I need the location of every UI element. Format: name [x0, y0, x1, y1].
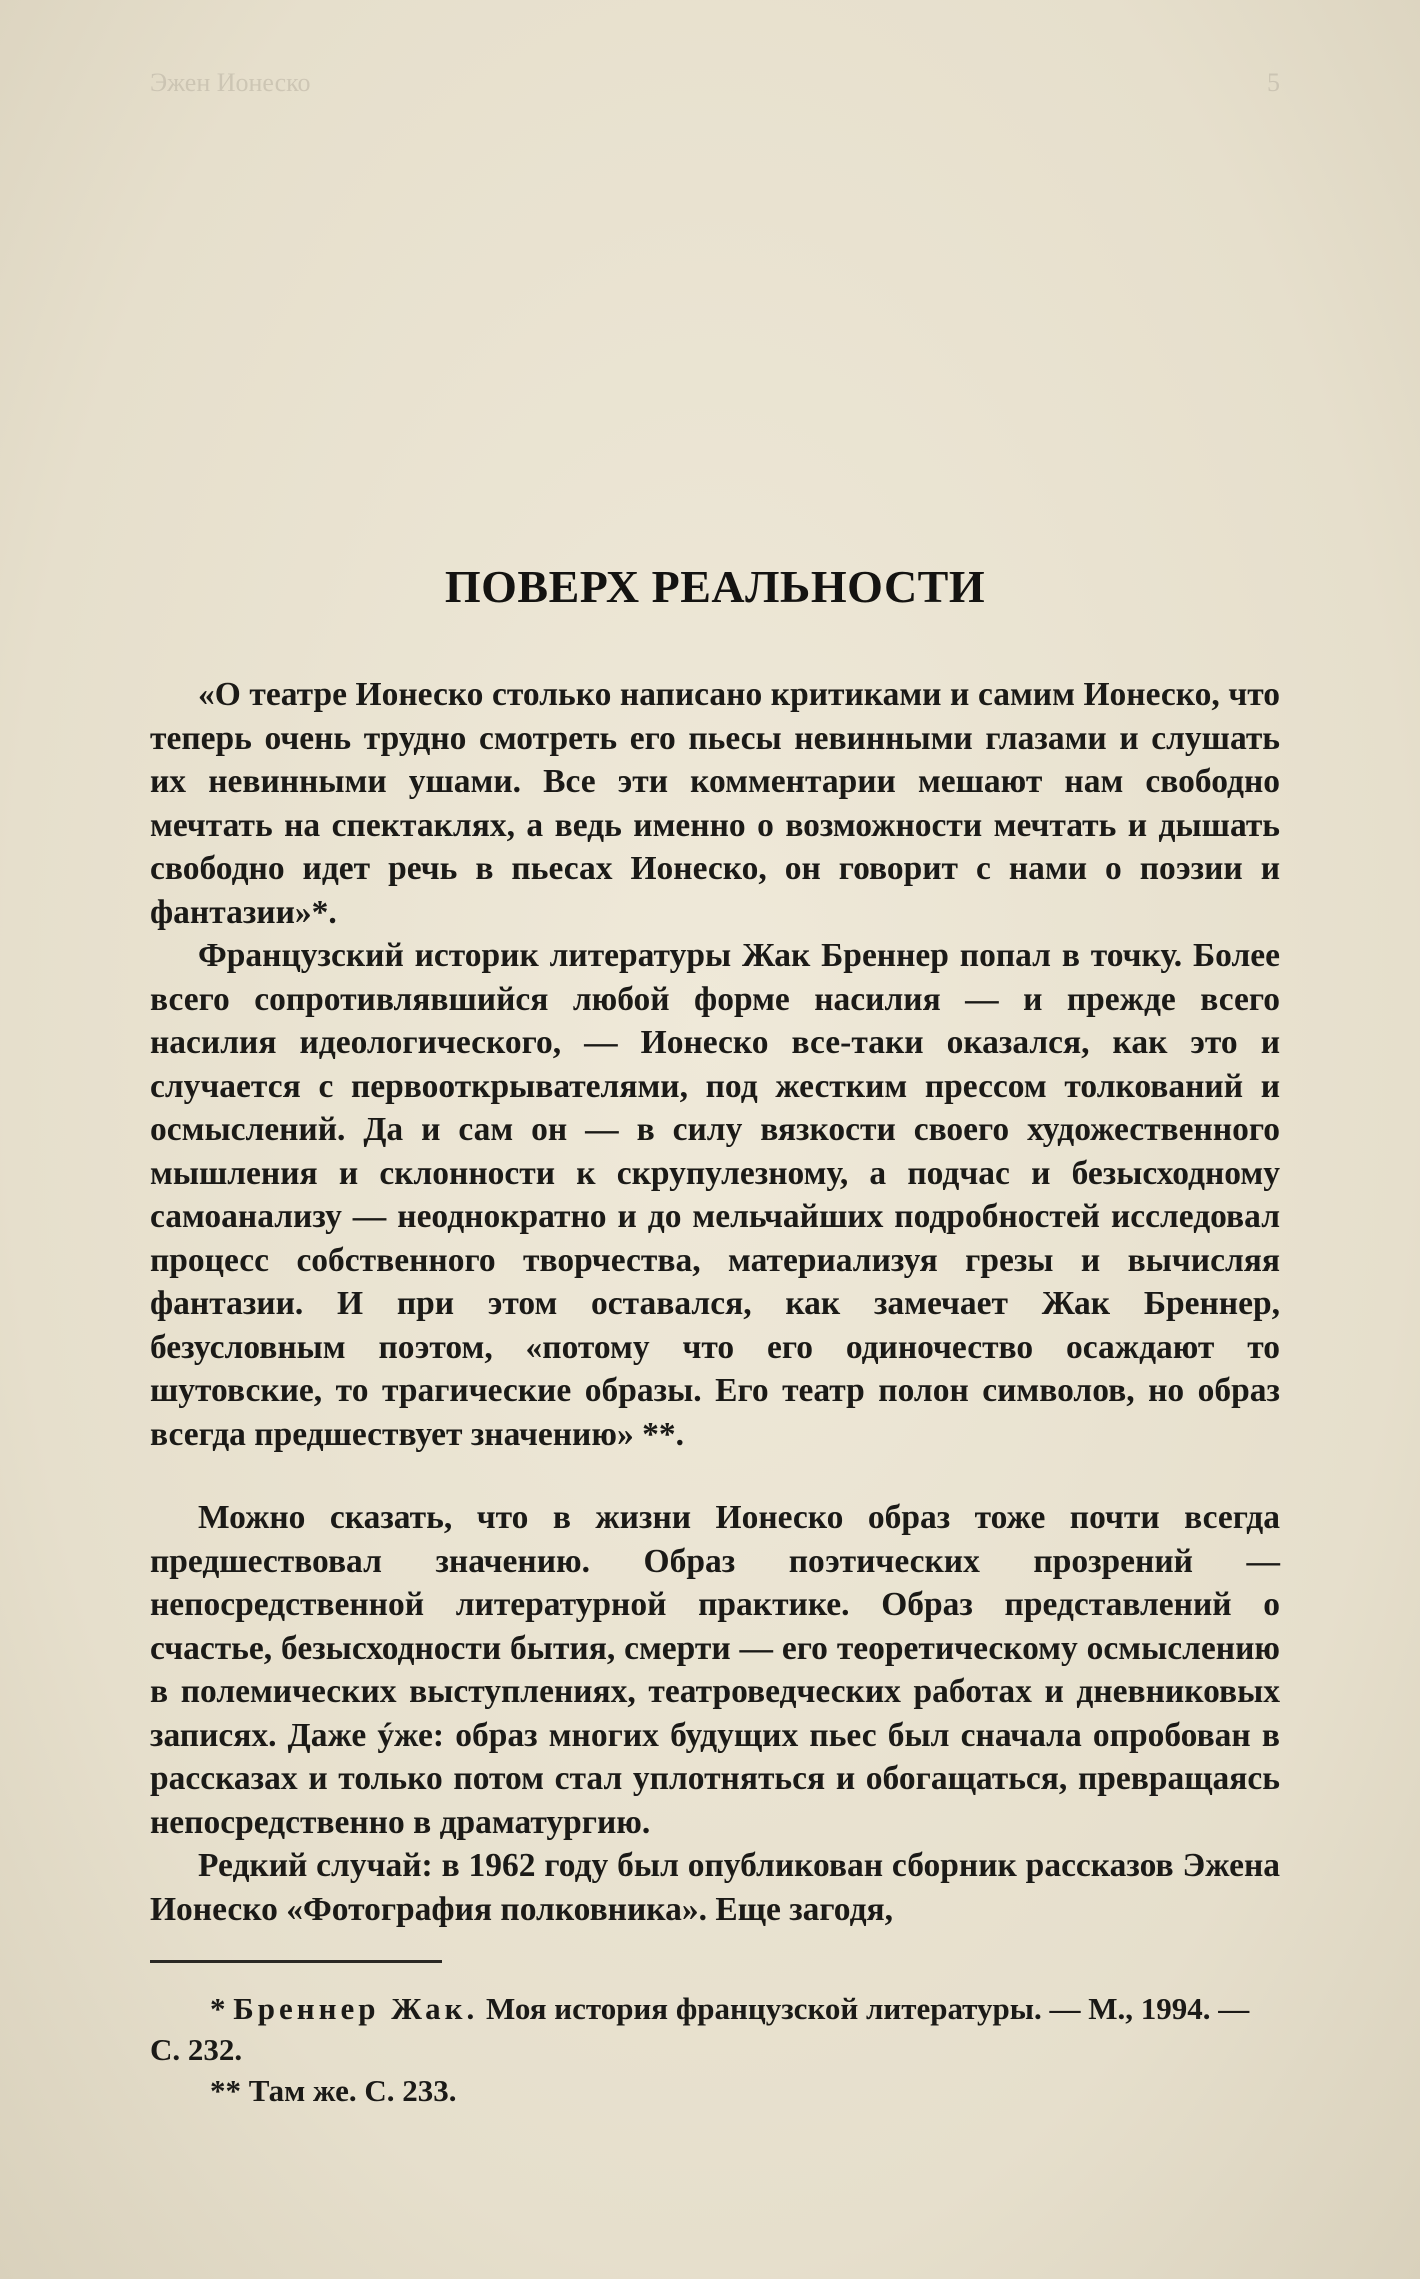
footnote-1-author: Бреннер Жак. [233, 1991, 479, 2026]
running-header [150, 68, 1280, 108]
running-header-left: Эжен Ионеско [150, 68, 311, 97]
paragraph-brenner: Французский историк литературы Жак Бреннер попал в точку. Более всего сопротивлявшийся любой форме насилия — и прежде всего насилия идеологического, — Ионеско все-таки оказался, как это и случается с первооткрывателями, под жестким прессом толкований и осмыслений. Да и сам он — в силу вязкости своего художественного мышления и склонности к скрупулезному, а подчас и безысходному самоанализу — неоднократно и до мельчайших подробностей исследовал процесс собственного творчества, материализуя грезы и вычисляя фантазии. И при этом оставался, как замечает Жак Бреннер, безусловным поэтом, «потому что его одиночество осаждают то шутовские, то трагические образы. Его театр полон символов, но образ всегда предшествует значению» **. [150, 937, 1280, 1453]
main-text [150, 560, 1280, 1931]
footnote-divider [150, 1960, 442, 1963]
footnote-1-text: Моя история французской литературы. — М., 1994. — С. 232. [150, 1991, 1250, 2067]
footnotes [150, 1988, 1280, 2111]
footnote-1 [150, 1988, 1280, 2070]
chapter-title: ПОВЕРХ РЕАЛЬНОСТИ [444, 561, 986, 612]
footnote-1-mark: * [210, 1991, 234, 2026]
footnote-2: ** Там же. С. 233. [210, 2073, 457, 2108]
paragraph-quote: «О театре Ионеско столько написано критиками и самим Ионеско, что теперь очень трудно смотреть его пьесы невинными глазами и слушать их невинными ушами. Все эти комментарии мешают нам свободно мечтать на спектаклях, а ведь именно о возможности мечтать и дышать свободно идет речь в пьесах Ионеско, он говорит с нами о поэзии и фантазии»*. [150, 676, 1280, 931]
page-number: 5 [1267, 68, 1280, 97]
paragraph-image: Можно сказать, что в жизни Ионеско образ тоже почти всегда предшествовал значению. Образ поэтических прозрений — непосредственной литературной практике. Образ представлений о счастье, безысходности бытия, смерти — его теоретическому осмыслению в полемических выступлениях, театроведческих работах и дневниковых записях. Даже ýже: образ многих будущих пьес был сначала опробован в рассказах и только потом стал уплотняться и обогащаться, превращаясь непосредственно в драматургию. [150, 1499, 1280, 1841]
paragraph-rare-case: Редкий случай: в 1962 году был опубликован сборник рассказов Эжена Ионеско «Фотография полковника». Еще загодя, [150, 1847, 1280, 1928]
